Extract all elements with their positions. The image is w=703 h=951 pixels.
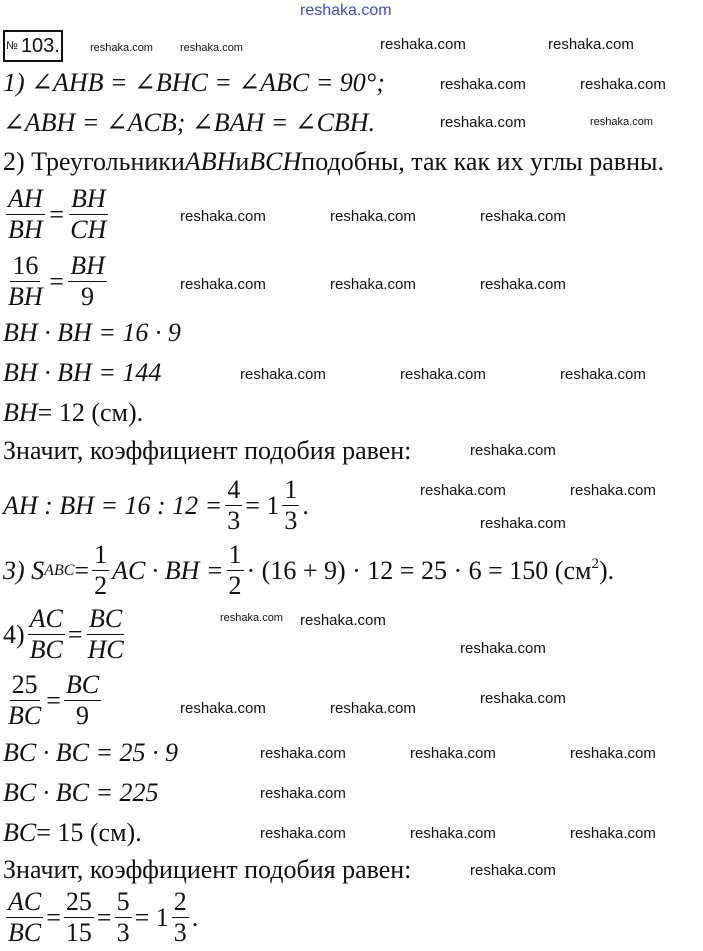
problem-number xyxy=(3,30,63,62)
t: и xyxy=(235,147,250,176)
fraction xyxy=(6,889,43,946)
watermark: reshaka.com xyxy=(480,208,566,225)
conclusion-2: Значит, коэффициент подобия равен: xyxy=(3,855,412,884)
num: BC xyxy=(65,670,100,699)
proportion-4 xyxy=(3,672,104,729)
watermark: reshaka.com xyxy=(580,76,666,93)
num: 25 xyxy=(11,670,38,699)
t: ). xyxy=(598,555,615,585)
watermark: reshaka.com xyxy=(570,825,656,842)
eq: = xyxy=(46,685,61,715)
den: 15 xyxy=(65,918,92,947)
watermark: reshaka.com xyxy=(330,700,416,717)
fraction xyxy=(92,542,109,599)
den: 3 xyxy=(116,918,130,947)
number-sign: № xyxy=(6,40,18,52)
watermark: reshaka.com xyxy=(480,276,566,293)
eq: = xyxy=(47,199,66,229)
fraction xyxy=(227,542,244,599)
eq: = xyxy=(47,266,66,296)
t: 2) Треугольники xyxy=(3,147,185,176)
step2-line xyxy=(3,147,664,177)
angles-line: ∠ABH = ∠ACB; ∠BAH = ∠CBH. xyxy=(3,108,376,137)
eq: = xyxy=(96,902,112,932)
den: 3 xyxy=(284,506,298,535)
t: . xyxy=(191,902,199,932)
t: BCH xyxy=(249,147,302,176)
t: ABC xyxy=(44,561,75,579)
watermark: reshaka.com xyxy=(240,366,326,383)
den: 3 xyxy=(227,506,241,535)
t: 3) S xyxy=(3,555,45,585)
t: BC xyxy=(3,818,37,847)
number-value: 103. xyxy=(20,34,60,57)
t: = 1 xyxy=(134,902,169,932)
num: 1 xyxy=(228,540,242,569)
bc-result-line xyxy=(3,818,142,848)
fraction xyxy=(68,186,108,243)
t: . xyxy=(302,490,309,520)
watermark: reshaka.com xyxy=(480,690,566,707)
ratio-2 xyxy=(3,889,198,946)
den: CH xyxy=(70,215,107,244)
watermark: reshaka.com xyxy=(420,482,506,499)
area-line xyxy=(3,542,614,599)
watermark: reshaka.com xyxy=(300,612,386,629)
watermark: reshaka.com xyxy=(180,42,243,54)
watermark: reshaka.com xyxy=(90,42,153,54)
watermark: reshaka.com xyxy=(460,640,546,657)
den: BH xyxy=(8,215,43,244)
t: AC · BH = xyxy=(112,555,224,585)
watermark: reshaka.com xyxy=(548,36,634,53)
watermark: reshaka.com xyxy=(180,276,266,293)
t: BH xyxy=(3,398,38,427)
t: подобны, так как их углы равны. xyxy=(301,147,664,176)
t: AH : BH = 16 : 12 = xyxy=(3,490,223,520)
num: 5 xyxy=(116,887,130,916)
t: = 15 (см). xyxy=(36,818,142,847)
watermark: reshaka.com xyxy=(470,442,556,459)
den: 9 xyxy=(76,701,90,730)
bh-result-line xyxy=(3,398,143,428)
t: 4) xyxy=(3,619,25,649)
t: 2 xyxy=(591,556,599,572)
den: BC xyxy=(8,918,42,947)
watermark: reshaka.com xyxy=(330,208,416,225)
fraction xyxy=(172,889,189,946)
fraction xyxy=(6,253,45,310)
fraction xyxy=(64,889,94,946)
fraction xyxy=(115,889,132,946)
fraction xyxy=(68,253,107,310)
watermark: reshaka.com xyxy=(560,366,646,383)
eq: = xyxy=(67,619,83,649)
watermark: reshaka.com xyxy=(180,700,266,717)
fraction xyxy=(64,672,101,729)
bc-225-line: BC · BC = 225 xyxy=(3,778,159,807)
num: 4 xyxy=(227,475,241,504)
watermark: reshaka.com xyxy=(440,114,526,131)
watermark: reshaka.com xyxy=(330,276,416,293)
num: 25 xyxy=(65,887,92,916)
t: · (16 + 9) · 12 = 25 · 6 = 150 (см xyxy=(246,555,592,585)
watermark: reshaka.com xyxy=(260,825,346,842)
fraction xyxy=(282,477,299,534)
watermark: reshaka.com xyxy=(480,515,566,532)
watermark: reshaka.com xyxy=(410,825,496,842)
t: ABH xyxy=(184,147,236,176)
den: HC xyxy=(87,635,124,664)
fraction xyxy=(6,186,45,243)
conclusion-1: Значит, коэффициент подобия равен: xyxy=(3,436,412,465)
den: 2 xyxy=(228,571,242,600)
site-watermark[interactable]: reshaka.com xyxy=(300,2,392,19)
proportion-3 xyxy=(3,606,129,663)
step1-line: 1) ∠AHB = ∠BHC = ∠ABC = 90°; xyxy=(3,68,385,97)
num: BH xyxy=(70,251,105,280)
fraction xyxy=(225,477,242,534)
num: 16 xyxy=(12,251,39,280)
watermark: reshaka.com xyxy=(180,208,266,225)
watermark: reshaka.com xyxy=(440,76,526,93)
fraction xyxy=(86,606,126,663)
watermark: reshaka.com xyxy=(400,366,486,383)
den: 3 xyxy=(173,918,187,947)
ratio-1 xyxy=(3,477,309,534)
eq: = xyxy=(46,902,61,932)
num: AC xyxy=(29,604,63,633)
num: BC xyxy=(89,604,123,633)
proportion-2 xyxy=(3,253,110,310)
watermark: reshaka.com xyxy=(260,745,346,762)
num: AC xyxy=(8,887,42,916)
num: 1 xyxy=(284,475,298,504)
watermark: reshaka.com xyxy=(260,785,346,802)
num: 1 xyxy=(94,540,108,569)
den: BC xyxy=(29,635,63,664)
bh-product-line: BH · BH = 16 · 9 xyxy=(3,318,181,347)
watermark: reshaka.com xyxy=(410,745,496,762)
watermark: reshaka.com xyxy=(570,745,656,762)
t: = 12 (см). xyxy=(37,398,144,427)
fraction xyxy=(6,672,43,729)
num: BH xyxy=(70,184,106,213)
t: = 1 xyxy=(245,490,280,520)
watermark: reshaka.com xyxy=(590,116,653,128)
watermark: reshaka.com xyxy=(380,36,466,53)
t: = xyxy=(74,555,90,585)
den: BH xyxy=(8,282,43,311)
watermark: reshaka.com xyxy=(570,482,656,499)
den: BC xyxy=(8,701,42,730)
watermark: reshaka.com xyxy=(470,862,556,879)
watermark: reshaka.com xyxy=(220,612,283,624)
den: 2 xyxy=(94,571,108,600)
num: 2 xyxy=(173,887,187,916)
fraction xyxy=(28,606,65,663)
num: AH xyxy=(8,184,43,213)
den: 9 xyxy=(81,282,95,311)
proportion-1 xyxy=(3,186,111,243)
bc-product-line: BC · BC = 25 · 9 xyxy=(3,738,178,767)
bh-144-line: BH · BH = 144 xyxy=(3,358,162,387)
